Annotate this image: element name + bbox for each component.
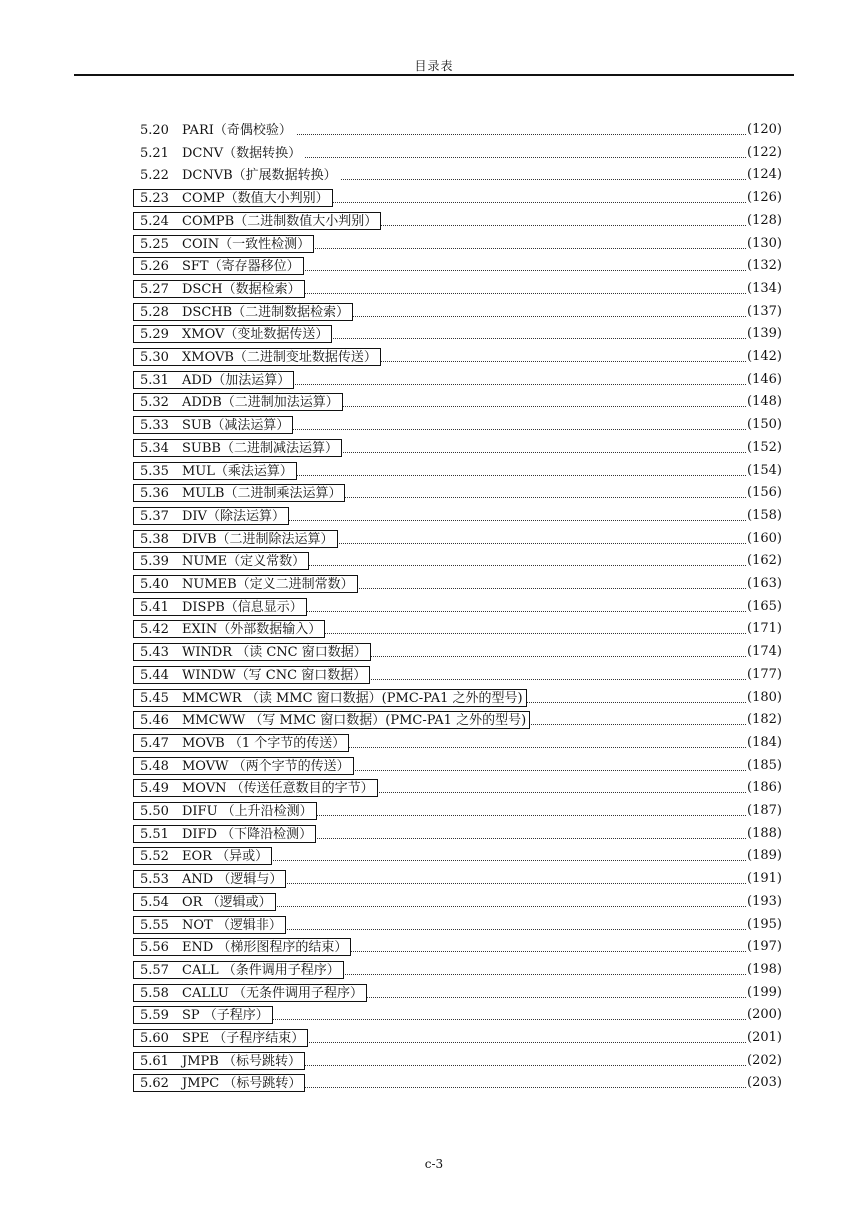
section-number: 5.40	[140, 577, 169, 592]
page-ref: (197)	[746, 937, 807, 957]
section-title: CALL （条件调用子程序）	[182, 962, 340, 978]
section-number: 5.53	[140, 872, 169, 888]
toc-entry-label	[133, 507, 289, 525]
toc-entry[interactable]	[0, 1005, 868, 1025]
section-title: JMPB （标号跳转）	[182, 1053, 301, 1069]
toc-entry-label	[133, 779, 378, 797]
toc-entry-label	[133, 235, 314, 253]
toc-entry[interactable]	[0, 165, 868, 185]
section-number: 5.54	[140, 894, 169, 910]
toc-entry[interactable]	[0, 438, 868, 458]
section-number: 5.47	[140, 735, 169, 751]
page-ref: (152)	[746, 438, 807, 458]
section-number: 5.56	[140, 940, 169, 956]
toc-entry-label	[133, 802, 317, 820]
toc-entry[interactable]	[0, 188, 868, 208]
section-title: DSCH（数据检索）	[182, 281, 301, 297]
section-title: DCNVB（扩展数据转换）	[182, 168, 337, 184]
toc-entry-label	[133, 348, 381, 366]
section-number: 5.29	[140, 327, 169, 343]
toc-entry-label	[133, 825, 316, 843]
toc-entry-label	[133, 938, 351, 956]
toc-entry[interactable]	[0, 824, 868, 844]
page-ref: (126)	[746, 188, 807, 208]
toc-entry[interactable]	[0, 846, 868, 866]
section-number: 5.26	[140, 259, 169, 275]
page-ref: (184)	[746, 733, 807, 753]
section-number: 5.25	[140, 236, 169, 252]
section-number: 5.60	[140, 1031, 169, 1046]
section-number: 5.33	[140, 418, 169, 434]
section-title: CALLU （无条件调用子程序）	[182, 985, 363, 1001]
section-number: 5.30	[140, 350, 169, 365]
section-number: 5.28	[140, 304, 169, 320]
section-number: 5.35	[140, 463, 169, 479]
toc-entry[interactable]	[0, 642, 868, 662]
section-title: MMCWR （读 MMC 窗口数据）(PMC-PA1 之外的型号)	[182, 690, 523, 706]
toc-entry-label	[133, 1006, 273, 1024]
toc-entry-label	[133, 552, 309, 570]
section-title: XMOVB（二进制变址数据传送）	[182, 350, 377, 365]
section-number: 5.50	[140, 804, 169, 819]
toc-entry[interactable]	[0, 1073, 868, 1093]
section-number: 5.41	[140, 599, 169, 615]
toc-entry-label	[133, 212, 381, 230]
toc-entry[interactable]	[0, 619, 868, 639]
page-ref: (130)	[746, 234, 807, 254]
section-number: 5.36	[140, 486, 169, 502]
toc-entry[interactable]	[0, 392, 868, 412]
toc-entry[interactable]	[0, 302, 868, 322]
section-title: DISPB（信息显示）	[182, 599, 303, 615]
section-number: 5.27	[140, 281, 169, 297]
toc-entry-label	[133, 371, 294, 389]
toc-entry[interactable]	[0, 347, 868, 367]
section-title: COMP（数值大小判别）	[182, 191, 329, 207]
toc-entry-label	[133, 1052, 305, 1070]
toc-entry[interactable]	[0, 983, 868, 1003]
toc-entry[interactable]	[0, 756, 868, 776]
section-number: 5.49	[140, 781, 169, 797]
section-number: 5.43	[140, 645, 169, 661]
toc-entry-label	[133, 484, 345, 502]
section-number: 5.46	[140, 713, 169, 729]
section-title: ADD（加法运算）	[182, 372, 291, 388]
toc-entry[interactable]	[0, 120, 868, 140]
section-number: 5.31	[140, 372, 169, 388]
toc-entry-label	[133, 166, 341, 184]
toc-entry-label	[133, 916, 286, 934]
section-number: 5.37	[140, 508, 169, 524]
toc-entry[interactable]	[0, 892, 868, 912]
page-ref: (158)	[746, 506, 807, 526]
toc-entry-label	[133, 575, 358, 593]
page-ref: (202)	[746, 1051, 807, 1071]
section-number: 5.39	[140, 554, 169, 570]
page-ref: (199)	[746, 983, 807, 1003]
toc-entry-label	[133, 757, 354, 775]
section-number: 5.51	[140, 826, 169, 842]
section-title: OR （逻辑或）	[182, 894, 272, 910]
page-ref: (134)	[746, 279, 807, 299]
page-ref: (203)	[746, 1073, 807, 1093]
toc-entry-label	[133, 620, 325, 638]
section-number: 5.62	[140, 1076, 169, 1092]
toc-entry-label	[133, 666, 370, 684]
section-title: SUBB（二进制减法运算）	[182, 440, 338, 456]
section-number: 5.42	[140, 622, 169, 638]
toc-entry[interactable]	[0, 801, 868, 821]
section-title: COMPB（二进制数值大小判别）	[182, 213, 378, 229]
toc-entry[interactable]	[0, 324, 868, 344]
page-header-title: 目录表	[414, 59, 454, 73]
toc-entry[interactable]	[0, 869, 868, 889]
toc-entry[interactable]	[0, 461, 868, 481]
page-ref: (185)	[746, 756, 807, 776]
section-title: WINDW（写 CNC 窗口数据）	[182, 667, 367, 683]
toc-entry-label	[133, 280, 305, 298]
toc-entry[interactable]	[0, 256, 868, 276]
page-ref: (165)	[746, 597, 807, 617]
toc-entry-label	[133, 689, 527, 707]
section-title: DSCHB（二进制数据检索）	[182, 304, 350, 320]
page-ref: (146)	[746, 370, 807, 390]
section-number: 5.52	[140, 849, 169, 865]
page-ref: (122)	[746, 143, 807, 163]
toc-entry[interactable]	[0, 960, 868, 980]
section-title: DIVB（二进制除法运算）	[182, 531, 334, 547]
page-ref: (160)	[746, 529, 807, 549]
page-ref: (124)	[746, 165, 807, 185]
section-title: END （梯形图程序的结束）	[182, 940, 348, 956]
toc-entry[interactable]	[0, 574, 868, 594]
section-title: MOVN （传送任意数目的字节）	[182, 781, 374, 797]
section-title: DIFU （上升沿检测）	[182, 804, 313, 819]
toc-entry-label	[133, 870, 286, 888]
section-title: DIFD （下降沿检测）	[182, 826, 313, 842]
page-ref: (139)	[746, 324, 807, 344]
toc-entry-label	[133, 893, 276, 911]
toc-entry[interactable]	[0, 733, 868, 753]
toc-entry[interactable]	[0, 529, 868, 549]
section-title: SPE （子程序结束）	[182, 1031, 305, 1046]
toc-entry[interactable]	[0, 279, 868, 299]
section-number: 5.55	[140, 917, 169, 933]
page-ref: (180)	[746, 688, 807, 708]
section-number: 5.45	[140, 690, 169, 706]
section-title: DCNV（数据转换）	[182, 145, 302, 161]
section-title: EOR （异或）	[182, 849, 269, 865]
section-number: 5.44	[140, 667, 169, 683]
toc-entry-label	[133, 734, 349, 752]
page-ref: (191)	[746, 869, 807, 889]
toc-entry-label	[133, 325, 332, 343]
section-title: XMOV（变址数据传送）	[182, 327, 329, 343]
page-ref: (132)	[746, 256, 807, 276]
section-title: MULB（二进制乘法运算）	[182, 486, 342, 502]
section-number: 5.23	[140, 191, 169, 207]
toc-entry-label	[133, 1029, 308, 1047]
section-number: 5.48	[140, 758, 169, 774]
toc-entry-label	[133, 189, 333, 207]
section-title: COIN（一致性检测）	[182, 236, 311, 252]
toc-entry-label	[133, 598, 307, 616]
toc-entry-label	[133, 530, 338, 548]
section-title: MUL（乘法运算）	[182, 463, 293, 479]
page-ref: (137)	[746, 302, 807, 322]
page-ref: (188)	[746, 824, 807, 844]
page-ref: (200)	[746, 1005, 807, 1025]
page-ref: (156)	[746, 483, 807, 503]
section-title: SUB（减法运算）	[182, 418, 290, 434]
page-number: c-3	[424, 1157, 444, 1171]
section-number: 5.32	[140, 395, 169, 411]
section-number: 5.59	[140, 1008, 169, 1024]
page-ref: (201)	[746, 1028, 807, 1048]
toc-entry[interactable]	[0, 710, 868, 730]
page-ref: (177)	[746, 665, 807, 685]
toc-entry-label	[133, 303, 353, 321]
page-ref: (128)	[746, 211, 807, 231]
page-ref: (142)	[746, 347, 807, 367]
section-title: NUMEB（定义二进制常数）	[182, 577, 354, 592]
toc-entry[interactable]	[0, 688, 868, 708]
toc-entry[interactable]	[0, 234, 868, 254]
toc-entry[interactable]	[0, 143, 868, 163]
section-number: 5.20	[140, 123, 169, 138]
page-ref: (182)	[746, 710, 807, 730]
toc-entry[interactable]	[0, 551, 868, 571]
section-number: 5.57	[140, 962, 169, 978]
toc-entry[interactable]	[0, 937, 868, 957]
toc-entry-label	[133, 643, 371, 661]
toc-entry-label	[133, 121, 296, 139]
toc-entry[interactable]	[0, 778, 868, 798]
section-title: WINDR （读 CNC 窗口数据）	[182, 645, 367, 661]
section-title: ADDB（二进制加法运算）	[182, 395, 339, 411]
toc-entry-label	[133, 961, 344, 979]
page-ref: (120)	[746, 120, 807, 140]
toc-entry-label	[133, 439, 342, 457]
toc-entry[interactable]	[0, 1028, 868, 1048]
section-title: MOVB （1 个字节的传送）	[182, 735, 346, 751]
toc-entry-label	[133, 984, 367, 1002]
toc-entry[interactable]	[0, 483, 868, 503]
section-title: NOT （逻辑非）	[182, 917, 282, 933]
toc-entry[interactable]	[0, 415, 868, 435]
section-title: SFT（寄存器移位）	[182, 259, 300, 275]
section-title: DIV（除法运算）	[182, 508, 285, 524]
page-ref: (186)	[746, 778, 807, 798]
section-title: EXIN（外部数据输入）	[182, 622, 322, 638]
header-rule	[74, 74, 794, 76]
toc-entry[interactable]	[0, 370, 868, 390]
page-ref: (193)	[746, 892, 807, 912]
section-title: JMPC （标号跳转）	[182, 1076, 302, 1092]
toc-entry-label	[133, 257, 304, 275]
page-ref: (198)	[746, 960, 807, 980]
toc-entry-label	[133, 711, 530, 729]
toc-entry[interactable]	[0, 597, 868, 617]
page-ref: (148)	[746, 392, 807, 412]
page-ref: (163)	[746, 574, 807, 594]
toc-entry-label	[133, 462, 297, 480]
toc-entry[interactable]	[0, 506, 868, 526]
section-number: 5.38	[140, 531, 169, 547]
toc-entry-label	[133, 393, 343, 411]
page-ref: (174)	[746, 642, 807, 662]
section-number: 5.58	[140, 985, 169, 1001]
toc-entry-label	[133, 1074, 305, 1092]
section-number: 5.21	[140, 145, 169, 161]
section-title: SP （子程序）	[182, 1008, 269, 1024]
section-number: 5.34	[140, 440, 169, 456]
toc-entry[interactable]	[0, 665, 868, 685]
section-title: AND （逻辑与）	[182, 872, 283, 888]
page-ref: (171)	[746, 619, 807, 639]
section-number: 5.22	[140, 168, 169, 184]
toc-entry[interactable]	[0, 915, 868, 935]
toc-entry-label	[133, 847, 272, 865]
page-ref: (187)	[746, 801, 807, 821]
page-ref: (195)	[746, 915, 807, 935]
toc-entry-label	[133, 416, 293, 434]
section-number: 5.61	[140, 1053, 169, 1069]
section-title: MOVW （两个字节的传送）	[182, 758, 350, 774]
section-title: MMCWW （写 MMC 窗口数据）(PMC-PA1 之外的型号)	[182, 713, 527, 729]
page-ref: (162)	[746, 551, 807, 571]
toc-entry[interactable]	[0, 1051, 868, 1071]
section-number: 5.24	[140, 213, 169, 229]
page-ref: (154)	[746, 461, 807, 481]
page-ref: (150)	[746, 415, 807, 435]
page-ref: (189)	[746, 846, 807, 866]
section-title: PARI（奇偶校验）	[182, 123, 292, 138]
section-title: NUME（定义常数）	[182, 554, 306, 570]
toc-entry[interactable]	[0, 211, 868, 231]
toc-entry-label	[133, 144, 305, 162]
